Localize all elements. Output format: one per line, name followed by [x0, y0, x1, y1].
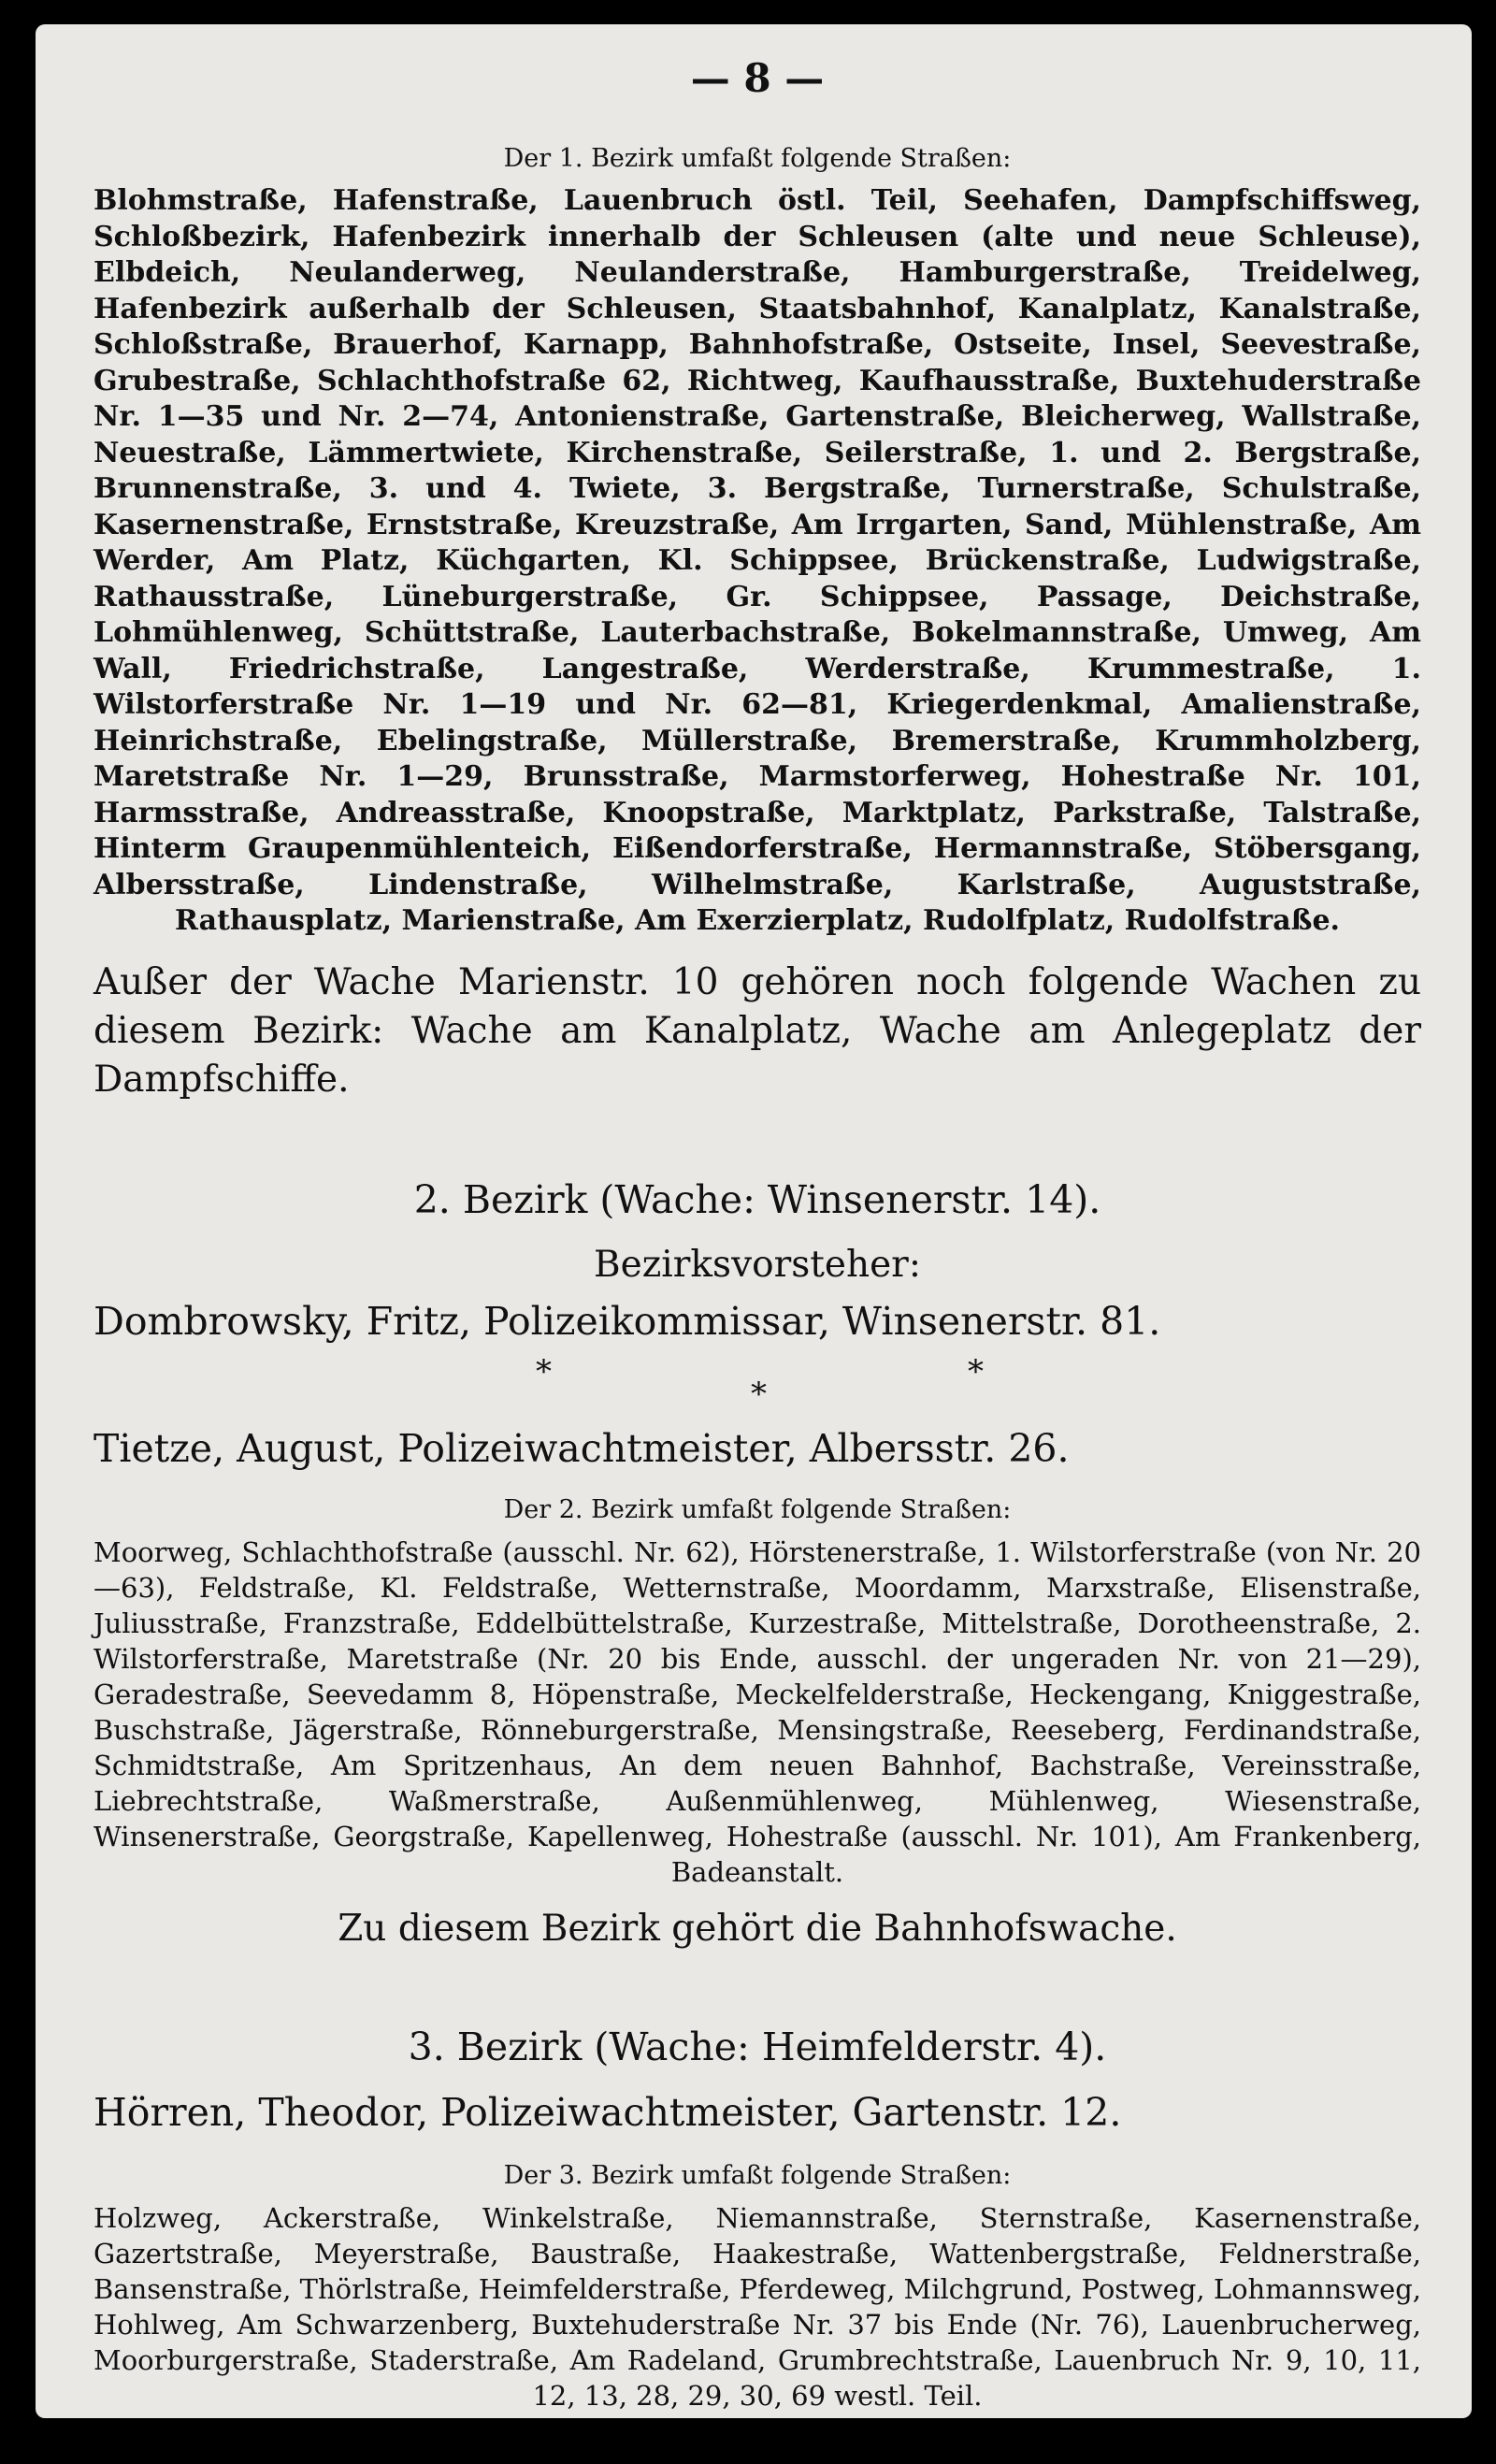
- star-middle: *: [751, 1375, 767, 1413]
- star-left: *: [536, 1352, 552, 1391]
- bezirk-2-street-list: Moorweg, Schlachthofstraße (ausschl. Nr. 62), Hörstenerstraße, 1. Wilstorferstraße (von Nr. 20—63), Feldstraße, Kl. Feldstraße, Wetternstraße, Moordamm, Marxstraße, Elisenstraße, Juliusstraße, Franzstraße, Eddelbüttelstraße, Kurzestraße, Mittelstraße, Dorotheenstraße, 2. Wilstorferstraße, Maretstraße (Nr. 20 bis Ende, ausschl. der ungeraden Nr. von 21—29), Geradestraße, Seevedamm 8, Höpenstraße, Meckelfelderstraße, Heckengang, Kniggestraße, Buschstraße, Jägerstraße, Rönneburgerstraße, Mensingstraße, Reeseberg, Ferdinandstraße, Schmidtstraße, Am Spritzenhaus, An dem neuen Bahnhof, Bachstraße, Vereinsstraße, Liebrechtstraße, Waßmerstraße, Außenmühlenweg, Mühlenweg, Wiesenstraße, Winsenerstraße, Georgstraße, Kapellenweg, Hohestraße (ausschl. Nr. 101), Am Frankenberg, Badeanstalt.: [94, 1535, 1421, 1888]
- bezirk-2-title: 2. Bezirk (Wache: Winsenerstr. 14).: [413, 1176, 1101, 1222]
- star-right: *: [968, 1352, 984, 1391]
- bezirk-2-vorsteher-label: Bezirksvorsteher:: [594, 1243, 921, 1286]
- bezirk-2-streets-heading: Der 2. Bezirk umfaßt folgende Straßen:: [503, 1494, 1012, 1524]
- bezirk-2-note: Zu diesem Bezirk gehört die Bahnhofswache.: [338, 1907, 1177, 1950]
- bezirk-1-street-list: Blohmstraße, Hafenstraße, Lauenbruch östl. Teil, Seehafen, Dampfschiffsweg, Schloßbezirk, Hafenbezirk innerhalb der Schleusen (alte und neue Schleuse), Elbdeich, Neulanderweg, Neulanderstraße, Hamburgerstraße, Treidelweg, Hafenbezirk außerhalb der Schleusen, Staatsbahnhof, Kanalplatz, Kanalstraße, Schloßstraße, Brauerhof, Karnapp, Bahnhofstraße, Ostseite, Insel, Seevestraße, Grubestraße, Schlachthofstraße 62, Richtweg, Kaufhausstraße, Buxtehuderstraße Nr. 1—35 und Nr. 2—74, Antonienstraße, Gartenstraße, Bleicherweg, Wallstraße, Neuestraße, Lämmertwiete, Kirchenstraße, Seilerstraße, 1. und 2. Bergstraße, Brunnenstraße, 3. und 4. Twiete, 3. Bergstraße, Turnerstraße, Schulstraße, Kasernenstraße, Ernststraße, Kreuzstraße, Am Irrgarten, Sand, Mühlenstraße, Am Werder, Am Platz, Küchgarten, Kl. Schippsee, Brückenstraße, Ludwigstraße, Rathausstraße, Lüneburgerstraße, Gr. Schippsee, Passage, Deichstraße, Lohmühlenweg, Schüttstraße, Lauterbachstraße, Bokelmannstraße, Umweg, Am Wall, Friedrichstraße, Langestraße, Werderstraße, Krummestraße, 1. Wilstorferstraße Nr. 1—19 und Nr. 62—81, Kriegerdenkmal, Amalienstraße, Heinrichstraße, Ebelingstraße, Müllerstraße, Bremerstraße, Krummholzberg, Maretstraße Nr. 1—29, Brunsstraße, Marmstorferweg, Hohestraße Nr. 101, Harmsstraße, Andreasstraße, Knoopstraße, Marktplatz, Parkstraße, Talstraße, Hinterm Graupenmühlenteich, Eißendorferstraße, Hermannstraße, Stöbersgang, Albersstraße, Lindenstraße, Wilhelmstraße, Karlstraße, Auguststraße, Rathausplatz, Marienstraße, Am Exerzierplatz, Rudolfplatz, Rudolfstraße.: [94, 184, 1421, 937]
- page-number: — 8 —: [690, 55, 825, 101]
- bezirk-3-street-list: Holzweg, Ackerstraße, Winkelstraße, Niemannstraße, Sternstraße, Kasernenstraße, Gazertstraße, Meyerstraße, Baustraße, Haakestraße, Wattenbergstraße, Feldnerstraße, Bansenstraße, Thörlstraße, Heimfelderstraße, Pferdeweg, Milchgrund, Postweg, Lohmannsweg, Hohlweg, Am Schwarzenberg, Buxtehuderstraße Nr. 37 bis Ende (Nr. 76), Lauenbrucherweg, Moorburgerstraße, Staderstraße, Am Radeland, Grumbrechtstraße, Lauenbruch Nr. 9, 10, 11, 12, 13, 28, 29, 30, 69 westl. Teil.: [94, 2201, 1422, 2412]
- bezirk-2-section: [94, 1174, 1421, 1955]
- page-content: [94, 52, 1421, 2414]
- bezirk-3-section: [94, 2021, 1421, 2414]
- bezirk-1-note: Außer der Wache Marienstr. 10 gehören noch folgende Wachen zu diesem Bezirk: Wache am Kanalplatz, Wache am Anlegeplatz der Dampfschiffe.: [94, 960, 1421, 1101]
- bezirk-2-deputy: Tietze, August, Polizeiwachtmeister, Albersstr. 26.: [94, 1425, 1070, 1471]
- bezirk-3-title: 3. Bezirk (Wache: Heimfelderstr. 4).: [408, 2024, 1107, 2069]
- bezirk-3-person: Hörren, Theodor, Polizeiwachtmeister, Gartenstr. 12.: [94, 2089, 1122, 2135]
- bezirk-1-section: [94, 140, 1421, 1104]
- separator-stars: [94, 1347, 1421, 1419]
- bezirk-1-streets-heading: Der 1. Bezirk umfaßt folgende Straßen:: [503, 144, 1012, 173]
- bezirk-2-vorsteher: Dombrowsky, Fritz, Polizeikommissar, Winsenerstr. 81.: [94, 1298, 1161, 1344]
- document-page: [36, 24, 1472, 2418]
- bezirk-3-streets-heading: Der 3. Bezirk umfaßt folgende Straßen:: [503, 2160, 1012, 2190]
